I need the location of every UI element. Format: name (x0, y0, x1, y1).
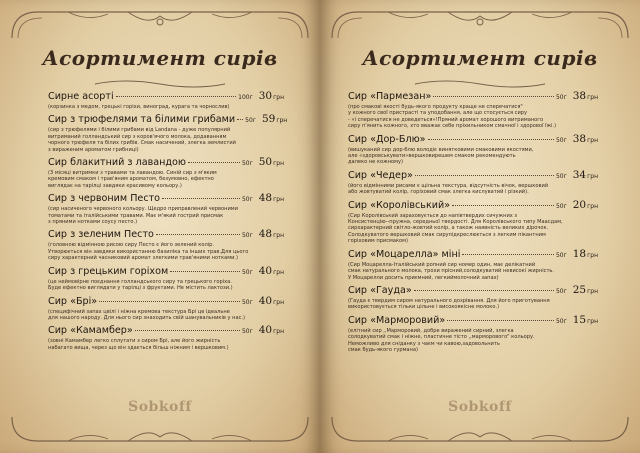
item-weight: 50г (555, 287, 567, 295)
dot-leader (188, 162, 240, 163)
item-description: (Сир Королівський зараховується до напівтвердих сичужних з Консистенцію--пружна, середньої твердості. Для Королівського типу Маасдам, сирхарактерний світло-жовтий колір, а також наявність великих дірочок. Солодкуватого вершковий смак сирупідкреслюється з легким пікантним горіховим присмаком) (348, 212, 563, 245)
item-currency: грн (273, 94, 284, 101)
dot-leader (170, 271, 240, 272)
menu-item (48, 265, 284, 292)
item-price: 18 (572, 247, 587, 260)
item-description: (це неймовірне поєднання голландського сиру та грецького горіха. Буде ефектно виглядати у тарілці з фруктами. Не містить лактози.) (48, 278, 233, 292)
item-price: 15 (572, 313, 587, 326)
dot-leader (462, 254, 554, 255)
menu-item-row (48, 295, 284, 307)
dot-leader (156, 234, 240, 235)
item-name: Сир блакитний з лавандою (48, 157, 186, 169)
item-price: 30 (258, 90, 273, 102)
item-currency: грн (273, 196, 284, 204)
item-price: 40 (258, 324, 273, 337)
item-name: Сир «Марморовий» (348, 314, 446, 326)
item-price: 38 (572, 132, 587, 145)
menu-item-row (48, 324, 284, 336)
item-currency: грн (273, 232, 284, 240)
item-description: (сир з трюфелями і білими грибами від Landana - дуже популярний витриманий голландський сир з коров'ячого молока, додаванням чорного трюфеля та білих грибів. Смак насичений, злегка землистий з вираженим ароматом грибниці) (48, 127, 236, 153)
item-currency: грн (587, 94, 598, 101)
item-weight: 50г (241, 328, 253, 336)
item-currency: грн (587, 172, 598, 180)
item-weight: 50г (555, 172, 567, 180)
menu-item-row (48, 90, 284, 102)
item-name: Сир «Дор-Блю» (348, 133, 426, 145)
menu-item-row (48, 265, 284, 277)
menu-item-row (348, 248, 598, 260)
menu-item (348, 90, 598, 130)
item-name: Сир «Чедер» (348, 169, 413, 181)
ornament-top-border (328, 8, 632, 42)
item-currency: грн (587, 251, 598, 259)
dot-leader (428, 139, 554, 140)
menu-item-row (48, 113, 288, 126)
item-description: (елітний сир ,,Марморовий, добре виражений сирний, злегка солодкуватий смак і ніжне, пластичне тісто ,,марморового" кольору. Неможливо для сніданку з чаєм чи кавою,задовольнить смак будь-якого гурмана) (348, 327, 535, 353)
item-name: Сир «Камамбер» (48, 325, 133, 337)
item-currency: грн (587, 317, 598, 325)
menu-item (348, 133, 598, 166)
item-weight: 50г (241, 196, 253, 204)
dot-leader (162, 198, 240, 199)
item-description: (про смакові якості будь-якого продукту краще не сперечатися" у кожного свої пристрасті та уподобання, але що стосується сиру - «і сперечатися не доведеться»!Пряний аромат хорошого витриманого сиру п'янить кожного, хто вважає себе пріхильником смачної і здорової їжі.) (348, 104, 557, 130)
menu-item-row (348, 199, 598, 211)
item-currency: грн (587, 136, 598, 144)
item-price: 40 (258, 294, 273, 307)
menu-item-row (48, 192, 284, 204)
dot-leader (415, 175, 554, 176)
menu-item-row (348, 133, 598, 145)
page-title: Асортимент сирів (362, 46, 598, 70)
item-price: 50 (258, 156, 273, 169)
item-weight: 50г (555, 317, 567, 325)
menu-item-row (348, 90, 598, 102)
menu-item (48, 156, 284, 189)
menu-item (48, 192, 284, 225)
item-price: 40 (258, 264, 273, 277)
menu-item (348, 284, 598, 311)
item-price: 20 (572, 198, 587, 211)
menu-item (348, 169, 598, 196)
menu-page-right (320, 0, 640, 453)
menu-item (48, 295, 284, 322)
item-name: Сир «Гауда» (348, 284, 412, 296)
ornament-bottom-border (328, 415, 632, 445)
item-description: (його відмінними рисами є щільна текстура, відсутність вічок, вершковий або жовтуватий колір, горіховий смак злегка кислуватий і різкий). (348, 182, 549, 196)
page-title: Асортимент сирів (42, 46, 278, 70)
item-currency: грн (587, 202, 598, 210)
menu-item (48, 90, 284, 110)
item-description: (Сир Моцарелла-Італійський ропний сир номер один, має делікатний смак натурального молока, трохи прісний,солодкуватий невисокі жирність. У Моцарелли досить приємний, легкиймолочний запах) (348, 261, 555, 281)
menu-item (348, 248, 598, 281)
menu-item-row (348, 284, 598, 296)
menu-item-row (348, 314, 598, 326)
item-price: 59 (261, 113, 276, 126)
item-name: Сир «Королівський» (348, 199, 451, 211)
item-description: (корзинка з медом, грецькі горіхи, виноград, курага та чорнослив) (48, 104, 230, 110)
item-description: (сир насиченого червоного кольору. Щедро приправлений червоними томатами та італійськими травами. Має м'який гострий присмак з пряними нотками соусу песто.) (48, 206, 238, 226)
cheese-list (48, 90, 288, 354)
menu-item (348, 199, 598, 245)
item-price: 48 (258, 228, 273, 241)
dot-leader (99, 301, 240, 302)
item-price: 48 (258, 192, 273, 205)
item-name: Сир «Брі» (48, 295, 98, 307)
item-name: Сирне асорті (48, 91, 114, 102)
item-name: Сир з червоним Песто (48, 193, 161, 205)
item-currency: грн (273, 268, 284, 276)
menu-item (48, 324, 284, 351)
menu-item (48, 228, 284, 261)
dot-leader (433, 96, 554, 97)
title-flourish (90, 78, 230, 90)
dot-leader (237, 119, 243, 120)
logo: Sobkoff (128, 399, 192, 415)
item-description: (3 місяці витримки з травами та лавандою. Синій сир з м'яким кремовим смаком і трав'яним ароматом, безумовно, ефектно виглядає на тарілці завдяки красивому кольору.) (48, 170, 217, 189)
item-weight: 50г (555, 136, 567, 144)
item-weight: 50г (245, 117, 256, 125)
dot-leader (135, 330, 240, 331)
item-weight: 50г (241, 298, 253, 306)
menu-item (348, 314, 598, 354)
item-price: 38 (572, 90, 587, 102)
item-description: (вишуканий сир дор-блю володіє винятковими смаковими якостями, але «здоровськувати»вершковирешем смаком рекомендують далеко не кожному) (348, 146, 534, 166)
item-weight: 100г (238, 94, 253, 101)
title-flourish (410, 78, 550, 90)
ornament-top-border (8, 8, 312, 42)
item-currency: грн (587, 287, 598, 295)
dot-leader (414, 290, 554, 291)
item-currency: грн (276, 117, 288, 125)
menu-item-row (348, 169, 598, 181)
item-weight: 50г (241, 160, 253, 168)
item-name: Сир з зеленим Песто (48, 229, 154, 241)
dot-leader (452, 205, 554, 206)
ornament-bottom-border (8, 415, 312, 445)
item-name: Сир «Моцарелла» міні (348, 248, 461, 260)
item-weight: 50г (241, 268, 253, 276)
item-weight: 50г (555, 202, 567, 210)
item-description: (специфічний запах цвілі і ніжна кремова текстура Брі це ідеальне для нашого народу. Для нього сир знаходить свій шанувальників у нас.) (48, 308, 246, 321)
item-description: (Гауда є твердим сиром натурального дозрівання. Для його приготування використовується тільки цільне і високоякісне молоко.) (348, 297, 550, 311)
menu-item-row (48, 156, 284, 168)
item-currency: грн (273, 328, 284, 336)
item-name: Сир з грецьким горіхом (48, 265, 169, 277)
cheese-list (348, 90, 598, 356)
item-name: Сир «Пармезан» (348, 91, 432, 102)
item-currency: грн (273, 160, 284, 168)
item-currency: грн (273, 298, 284, 306)
item-price: 34 (572, 168, 587, 181)
item-weight: 50г (555, 94, 567, 101)
item-weight: 50г (555, 251, 567, 259)
item-weight: 50г (241, 232, 253, 240)
dot-leader (447, 320, 554, 321)
dot-leader (116, 96, 237, 97)
item-name: Сир з трюфелями та білими грибами (48, 114, 236, 126)
menu-item (48, 113, 288, 153)
item-description: (головною відмінною рисою сиру Песто є його зелений колір. Утворюється він завдяки використанню базиліка та інших трав.Для цього сиру характерний часниковий аромат злегкими трав'яними нотками.) (48, 242, 249, 262)
logo: Sobkoff (448, 399, 512, 415)
menu-item-row (48, 228, 284, 240)
item-description: (зовні Камамбер легко сплутати з сиром Брі, але його жирність набагато вища, через що він здається більш ніжним і вершковим.) (48, 338, 229, 351)
item-price: 25 (572, 283, 587, 296)
